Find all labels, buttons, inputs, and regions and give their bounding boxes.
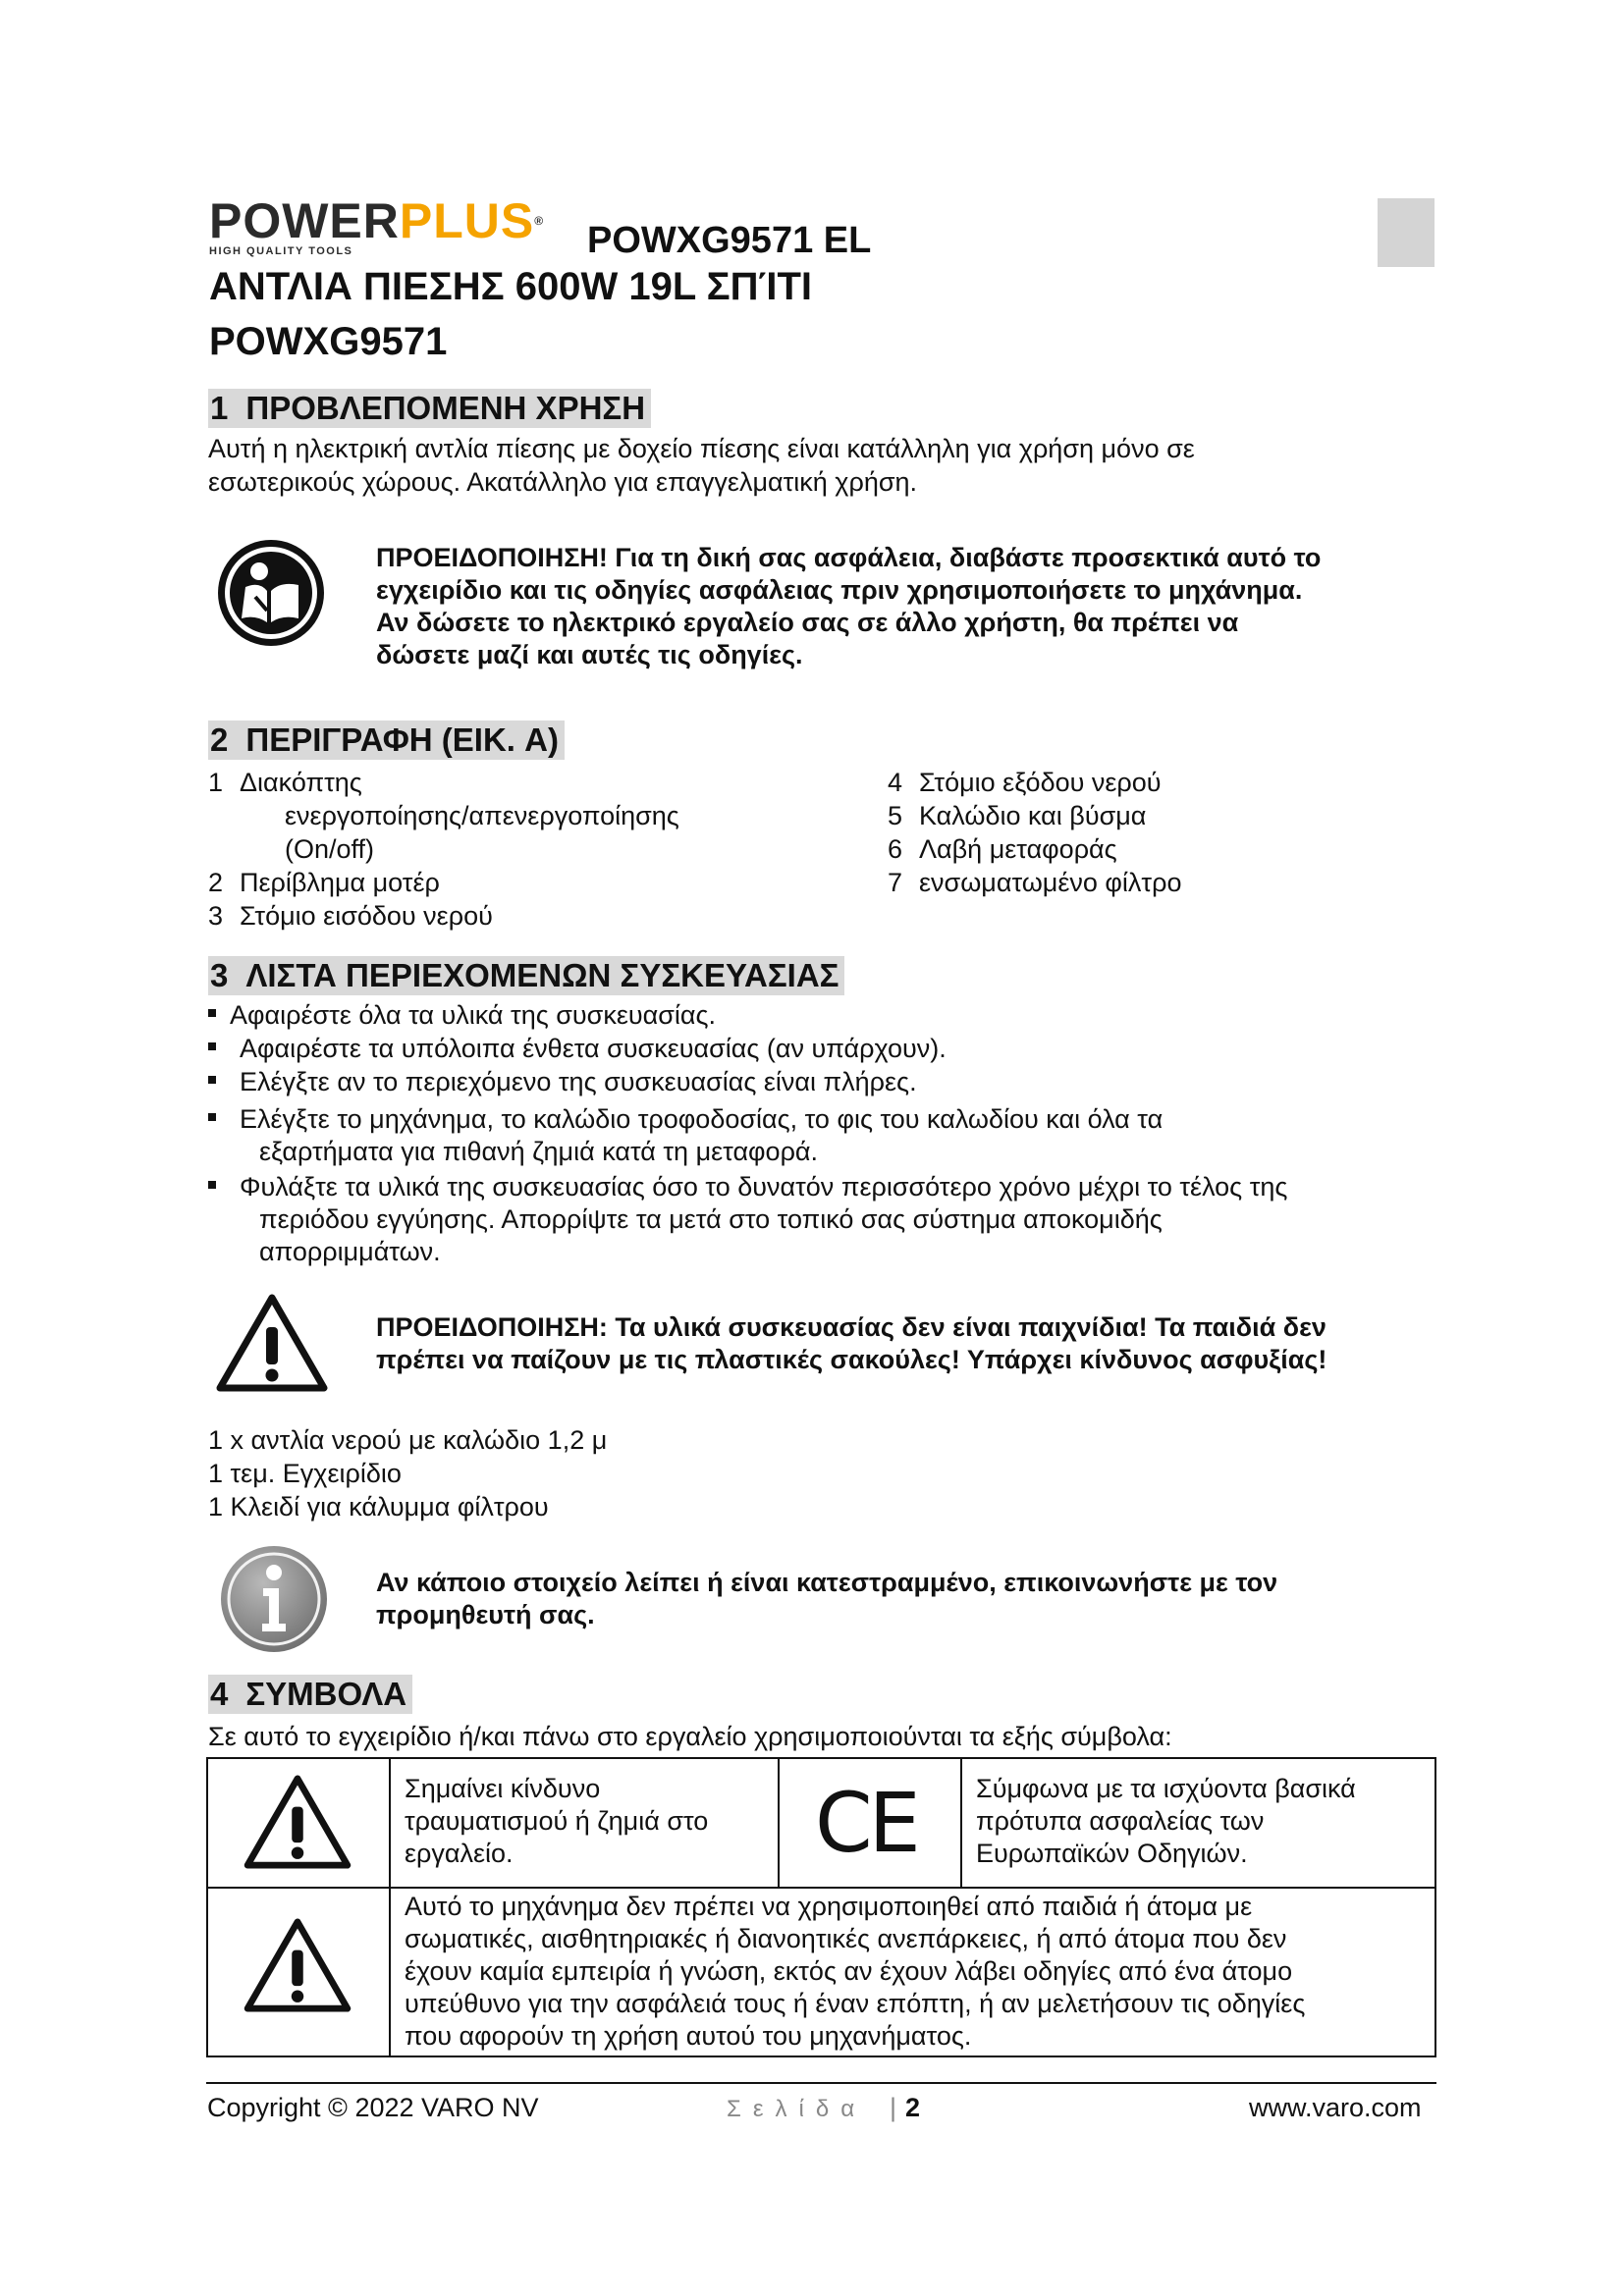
warning-line: ΠΡΟΕΙΔΟΠΟΙΗΣΗ: Τα υλικά συσκευασίας δεν είναι παιχνίδια! Τα παιδιά δεν: [376, 1312, 1326, 1342]
item-text: Περίβλημα μοτέρ: [240, 868, 440, 897]
list-item: [888, 766, 1181, 799]
item-text: (On/off): [285, 834, 375, 864]
logo-brand-part1: POWER: [209, 193, 400, 248]
list-item: [888, 799, 1181, 832]
warning-triangle-icon: [244, 1775, 352, 1869]
table-cell-ce-symbol: [780, 1759, 962, 1889]
section-number: 3: [210, 957, 229, 993]
section-title: ΣΥΜΒΟΛΑ: [245, 1676, 407, 1712]
bullet-item-continuation: εξαρτήματα για πιθανή ζημιά κατά τη μεταφορά.: [259, 1137, 819, 1166]
warning-line: ΠΡΟΕΙΔΟΠΟΙΗΣΗ! Για τη δική σας ασφάλεια, διαβάστε προσεκτικά αυτό το: [376, 543, 1322, 572]
cell-text-line: τραυματισμού ή ζημιά στο: [405, 1806, 709, 1836]
bullet-icon: [208, 1009, 216, 1017]
table-cell-ce-meaning: [962, 1759, 1436, 1889]
item-number: 3: [208, 901, 224, 931]
item-number: 7: [888, 868, 903, 897]
table-cell-warning-symbol: [208, 1889, 391, 2056]
section-number: 4: [210, 1676, 229, 1712]
language-tab-marker: [1378, 198, 1435, 267]
warning-line: Αν δώσετε το ηλεκτρικό εργαλείο σας σε άλλο χρήστη, θα πρέπει να: [376, 608, 1239, 637]
item-text: Καλώδιο και βύσμα: [919, 801, 1147, 830]
section-title: ΠΕΡΙΓΡΑΦΗ (ΕΙΚ. A): [245, 721, 559, 758]
ce-mark-icon: CE: [815, 1775, 917, 1871]
item-text: Διακόπτης: [240, 768, 362, 797]
cell-text-line: Αυτό το μηχάνημα δεν πρέπει να χρησιμοποιηθεί από παιδιά ή άτομα με: [405, 1892, 1253, 1921]
bullet-icon: [208, 1181, 216, 1189]
item-text: ενσωματωμένο φίλτρο: [919, 868, 1182, 897]
list-item: [208, 899, 679, 933]
packaging-warning-block: [376, 1311, 1326, 1376]
cell-text-line: Ευρωπαϊκών Οδηγιών.: [976, 1839, 1248, 1868]
footer-page-label: Σελίδα: [727, 2096, 867, 2122]
intended-use-text-line1: Αυτή η ηλεκτρική αντλία πίεσης με δοχείο πίεσης είναι κατάλληλη για χρήση μόνο σε: [208, 434, 1195, 463]
section-title: ΛΙΣΤΑ ΠΕΡΙΕΧΟΜΕΝΩΝ ΣΥΣΚΕΥΑΣΙΑΣ: [245, 957, 839, 993]
model-language-code: POWXG9571 EL: [587, 220, 872, 261]
section-number: 2: [210, 721, 229, 758]
table-cell-warning-symbol: [208, 1759, 391, 1889]
section-number: 1: [210, 390, 229, 426]
item-text: Στόμιο εισόδου νερού: [240, 901, 493, 931]
warning-triangle-icon: [244, 1918, 352, 2012]
info-line: Αν κάποιο στοιχείο λείπει ή είναι κατεστραμμένο, επικοινωνήστε με τον: [376, 1568, 1278, 1597]
bullet-item: [208, 1103, 1163, 1136]
bullet-item-continuation: περιόδου εγγύησης. Απορρίψτε τα μετά στο τοπικό σας σύστημα αποκομιδής: [259, 1204, 1163, 1234]
description-list-right: [888, 766, 1181, 899]
logo-brand-part2: PLUS: [399, 193, 535, 248]
list-item: 1 τεμ. Εγχειρίδιο: [208, 1459, 402, 1488]
list-item: [208, 799, 679, 832]
read-manual-icon: [216, 538, 326, 648]
list-item: [208, 866, 679, 899]
bullet-icon: [208, 1113, 216, 1121]
bullet-text: Αφαιρέστε όλα τα υλικά της συσκευασίας.: [230, 1000, 717, 1030]
list-item: [888, 866, 1181, 899]
document-title: ΑΝΤΛΙΑ ΠΙΕΣΗΣ 600W 19L ΣΠΊΤΙ: [209, 265, 813, 308]
item-text: Στόμιο εξόδου νερού: [919, 768, 1162, 797]
package-contents-list: [208, 1423, 607, 1523]
list-item: 1 Κλειδί για κάλυμμα φίλτρου: [208, 1492, 549, 1522]
section-heading-description: [208, 721, 565, 760]
warning-line: εγχειρίδιο και τις οδηγίες ασφάλειας πριν χρησιμοποιήσετε το μηχάνημα.: [376, 575, 1303, 605]
list-item: 1 x αντλία νερού με καλώδιο 1,2 μ: [208, 1425, 608, 1455]
document-title-model: POWXG9571: [209, 320, 448, 363]
footer-divider: [206, 2082, 1436, 2084]
bullet-icon: [208, 1076, 216, 1084]
bullet-icon: [208, 1042, 216, 1050]
cell-text-line: έχουν καμία εμπειρία ή γνώση, εκτός αν έχουν λάβει οδηγίες από ένα άτομο: [405, 1956, 1293, 1986]
footer-page-separator: |: [890, 2093, 897, 2122]
cell-text-line: πρότυπα ασφαλείας των: [976, 1806, 1265, 1836]
footer-page-number: 2: [905, 2093, 921, 2122]
item-number: 1: [208, 768, 224, 797]
symbols-table: [206, 1757, 1436, 2057]
footer-website: www.varo.com: [1249, 2093, 1422, 2122]
powerplus-logo: [209, 193, 563, 257]
bullet-item: [208, 1171, 1287, 1203]
footer-copyright: Copyright © 2022 VARO NV: [207, 2093, 539, 2122]
bullet-text: Ελέγξτε αν το περιεχόμενο της συσκευασίας είναι πλήρες.: [240, 1067, 917, 1096]
item-number: 2: [208, 868, 224, 897]
table-cell-usage-restriction: [391, 1889, 1436, 2056]
info-icon: [218, 1543, 330, 1655]
logo-registered-mark: ®: [534, 214, 545, 228]
cell-text-line: υπεύθυνο για την ασφάλειά τους ή έναν επόπτη, ή αν μελετήσουν τις οδηγίες: [405, 1989, 1306, 2018]
warning-line: δώσετε μαζί και αυτές τις οδηγίες.: [376, 640, 803, 669]
intended-use-text-line2: εσωτερικούς χώρους. Ακατάλληλο για επαγγελματική χρήση.: [208, 467, 918, 497]
bullet-text: Φυλάξτε τα υλικά της συσκευασίας όσο το δυνατόν περισσότερο χρόνο μέχρι το τέλος της: [240, 1172, 1288, 1201]
item-number: 6: [888, 834, 903, 864]
bullet-item: [208, 1033, 947, 1065]
cell-text-line: Σημαίνει κίνδυνο: [405, 1774, 601, 1803]
info-line: προμηθευτή σας.: [376, 1600, 595, 1629]
bullet-item: [208, 1066, 917, 1098]
section-heading-symbols: [208, 1675, 412, 1714]
table-cell-warning-meaning: [391, 1759, 780, 1889]
cell-text-line: που αφορούν τη χρήση αυτού του μηχανήματος.: [405, 2021, 972, 2051]
section-heading-intended-use: [208, 389, 651, 428]
cell-text-line: σωματικές, αισθητηριακές ή διανοητικές ανεπάρκειες, ή από άτομα που δεν: [405, 1924, 1287, 1953]
logo-tagline: HIGH QUALITY TOOLS: [209, 245, 353, 257]
list-item: [208, 766, 679, 799]
list-item: [888, 832, 1181, 866]
bullet-text: Ελέγξτε το μηχάνημα, το καλώδιο τροφοδοσίας, το φις του καλωδίου και όλα τα: [240, 1104, 1164, 1134]
safety-warning-block: [376, 542, 1321, 671]
item-number: 4: [888, 768, 903, 797]
warning-line: πρέπει να παίζουν με τις πλαστικές σακούλες! Υπάρχει κίνδυνος ασφυξίας!: [376, 1345, 1327, 1374]
item-text: ενεργοποίησης/απενεργοποίησης: [285, 801, 679, 830]
missing-items-note: [376, 1567, 1277, 1631]
section-heading-package-contents: [208, 956, 844, 995]
description-list-left: [208, 766, 679, 933]
item-number: 5: [888, 801, 903, 830]
list-item: [208, 832, 679, 866]
cell-text-line: εργαλείο.: [405, 1839, 514, 1868]
bullet-item: [208, 999, 716, 1032]
bullet-text: Αφαιρέστε τα υπόλοιπα ένθετα συσκευασίας (αν υπάρχουν).: [240, 1034, 947, 1063]
item-text: Λαβή μεταφοράς: [919, 834, 1117, 864]
symbols-intro: Σε αυτό το εγχειρίδιο ή/και πάνω στο εργαλείο χρησιμοποιούνται τα εξής σύμβολα:: [208, 1722, 1172, 1751]
section-title: ΠΡΟΒΛΕΠΟΜΕΝΗ ΧΡΗΣΗ: [245, 390, 646, 426]
cell-text-line: Σύμφωνα με τα ισχύοντα βασικά: [976, 1774, 1356, 1803]
warning-triangle-icon: [216, 1294, 328, 1392]
bullet-item-continuation: απορριμμάτων.: [259, 1237, 441, 1266]
